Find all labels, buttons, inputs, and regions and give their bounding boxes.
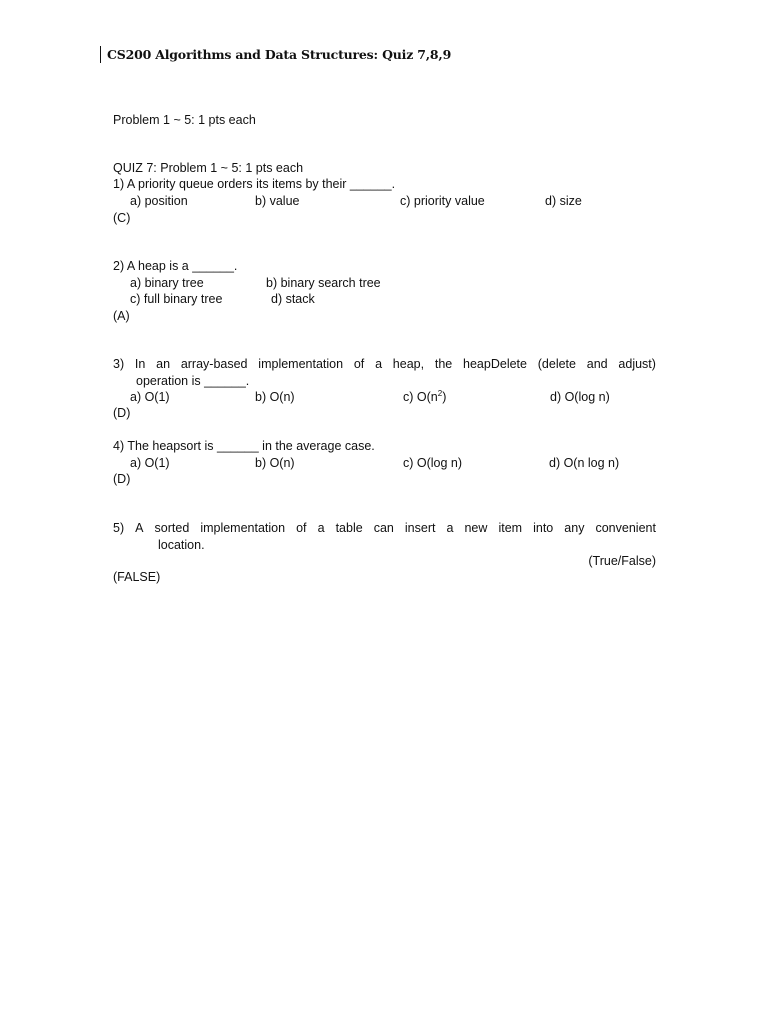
q5-word: a: [446, 521, 454, 535]
q4-option-b: b) O(n): [255, 456, 295, 470]
page-header: [100, 46, 451, 63]
q3-option-d: d) O(log n): [550, 390, 610, 404]
q3-word: of: [353, 357, 365, 371]
q5-word: can: [373, 521, 394, 535]
q2-option-c: c) full binary tree: [130, 292, 223, 306]
q1-option-d: d) size: [545, 194, 582, 208]
q5-word: a: [317, 521, 325, 535]
q1-answer: (C): [113, 211, 131, 225]
q5-word: of: [296, 521, 307, 535]
q3-option-b: b) O(n): [255, 390, 295, 404]
q1-option-c: c) priority value: [400, 194, 485, 208]
q5-word: into: [533, 521, 554, 535]
q4-stem: 4) The heapsort is ______ in the average case.: [113, 439, 375, 453]
q3-answer: (D): [113, 406, 131, 420]
q5-word: any: [564, 521, 585, 535]
points-intro: Problem 1 ~ 5: 1 pts each: [113, 113, 256, 127]
q3-word: adjust): [618, 357, 656, 371]
q5-word: convenient: [595, 521, 656, 535]
q3-option-c-close: ): [442, 390, 447, 404]
q5-stem-line1: [113, 520, 656, 536]
q2-stem: 2) A heap is a ______.: [113, 259, 238, 273]
q5-answer: (FALSE): [113, 570, 161, 584]
q2-answer: (A): [113, 309, 130, 323]
q5-word: 5): [113, 521, 125, 535]
q3-option-a: a) O(1): [130, 390, 170, 404]
q3-word: (delete: [537, 357, 576, 371]
q5-choice-hint: (True/False): [588, 554, 656, 568]
q3-word: an: [156, 357, 171, 371]
q1-stem: 1) A priority queue orders its items by their ______.: [113, 177, 396, 191]
q3-word: implementation: [258, 357, 344, 371]
q3-option-c-exponent: 2: [437, 388, 443, 398]
q2-option-d: d) stack: [271, 292, 315, 306]
q5-stem-line2: location.: [158, 538, 205, 552]
q3-word: the: [434, 357, 453, 371]
q3-word: In: [134, 357, 146, 371]
q3-word: heap,: [392, 357, 425, 371]
q4-answer: (D): [113, 472, 131, 486]
q5-word: table: [335, 521, 363, 535]
q5-word: implementation: [200, 521, 286, 535]
q3-word: array-based: [180, 357, 248, 371]
q3-option-c-base: c) O(n: [403, 390, 438, 404]
q3-stem-line2: operation is ______.: [136, 374, 250, 388]
q5-word: A: [135, 521, 144, 535]
q5-word: insert: [404, 521, 436, 535]
q3-stem-line1: [113, 356, 656, 372]
q4-option-a: a) O(1): [130, 456, 170, 470]
document-title: CS200 Algorithms and Data Structures: Quiz 7,8,9: [107, 47, 452, 62]
q5-word: new: [464, 521, 488, 535]
q1-option-b: b) value: [255, 194, 300, 208]
q3-word: and: [586, 357, 608, 371]
q5-word: item: [498, 521, 523, 535]
q5-word: sorted: [154, 521, 190, 535]
q1-option-a: a) position: [130, 194, 188, 208]
q4-option-c: c) O(log n): [403, 456, 463, 470]
quiz-heading: QUIZ 7: Problem 1 ~ 5: 1 pts each: [113, 161, 304, 175]
q2-option-b: b) binary search tree: [266, 276, 381, 290]
header-divider: [100, 46, 101, 63]
q3-word: heapDelete: [463, 357, 527, 371]
q2-option-a: a) binary tree: [130, 276, 204, 290]
q3-option-c: [403, 389, 446, 405]
q3-word: 3): [113, 357, 125, 371]
q4-option-d: d) O(n log n): [549, 456, 620, 470]
q3-word: a: [375, 357, 383, 371]
